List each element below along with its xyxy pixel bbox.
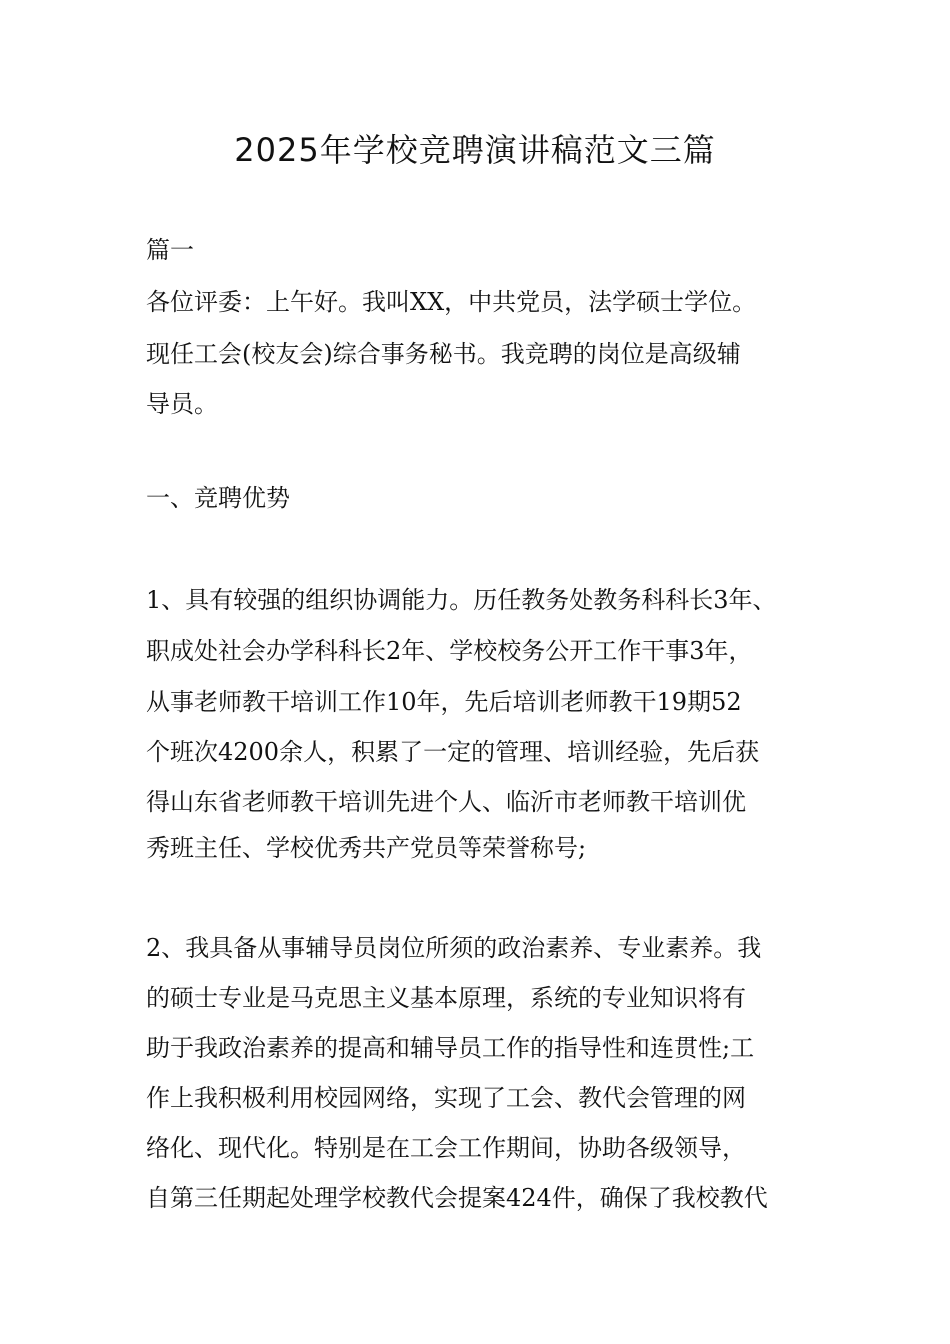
intro-line-1: 各位评委：上午好。我叫XX，中共党员，法学硕士学位。	[146, 288, 757, 316]
paragraph-1-line-5: 得山东省老师教干培训先进个人、临沂市老师教干培训优	[146, 788, 746, 816]
paragraph-1-line-4: 个班次4200余人，积累了一定的管理、培训经验，先后获	[146, 738, 760, 766]
paragraph-2-line-2: 的硕士专业是马克思主义基本原理，系统的专业知识将有	[146, 984, 746, 1012]
section-heading: 一、竞聘优势	[146, 484, 290, 512]
paragraph-2-line-1: 2、我具备从事辅导员岗位所须的政治素养、专业素养。我	[146, 934, 762, 962]
intro-line-3: 导员。	[146, 390, 218, 418]
paragraph-2-line-6: 自第三任期起处理学校教代会提案424件，确保了我校教代	[146, 1184, 768, 1212]
paragraph-1-line-2: 职成处社会办学科科长2年、学校校务公开工作干事3年，	[146, 637, 753, 665]
paragraph-1-line-3: 从事老师教干培训工作10年，先后培训老师教干19期52	[146, 688, 742, 716]
document-title: 2025年学校竞聘演讲稿范文三篇	[234, 131, 716, 169]
section-label: 篇一	[146, 236, 194, 264]
paragraph-1-line-6: 秀班主任、学校优秀共产党员等荣誉称号;	[146, 834, 587, 862]
paragraph-1-line-1: 1、具有较强的组织协调能力。历任教务处教务科科长3年、	[146, 586, 777, 614]
paragraph-2-line-4: 作上我积极利用校园网络，实现了工会、教代会管理的网	[146, 1084, 746, 1112]
intro-line-2: 现任工会(校友会)综合事务秘书。我竞聘的岗位是高级辅	[146, 340, 741, 368]
paragraph-2-line-5: 络化、现代化。特别是在工会工作期间，协助各级领导，	[146, 1134, 746, 1162]
paragraph-2-line-3: 助于我政治素养的提高和辅导员工作的指导性和连贯性;工	[146, 1034, 755, 1062]
